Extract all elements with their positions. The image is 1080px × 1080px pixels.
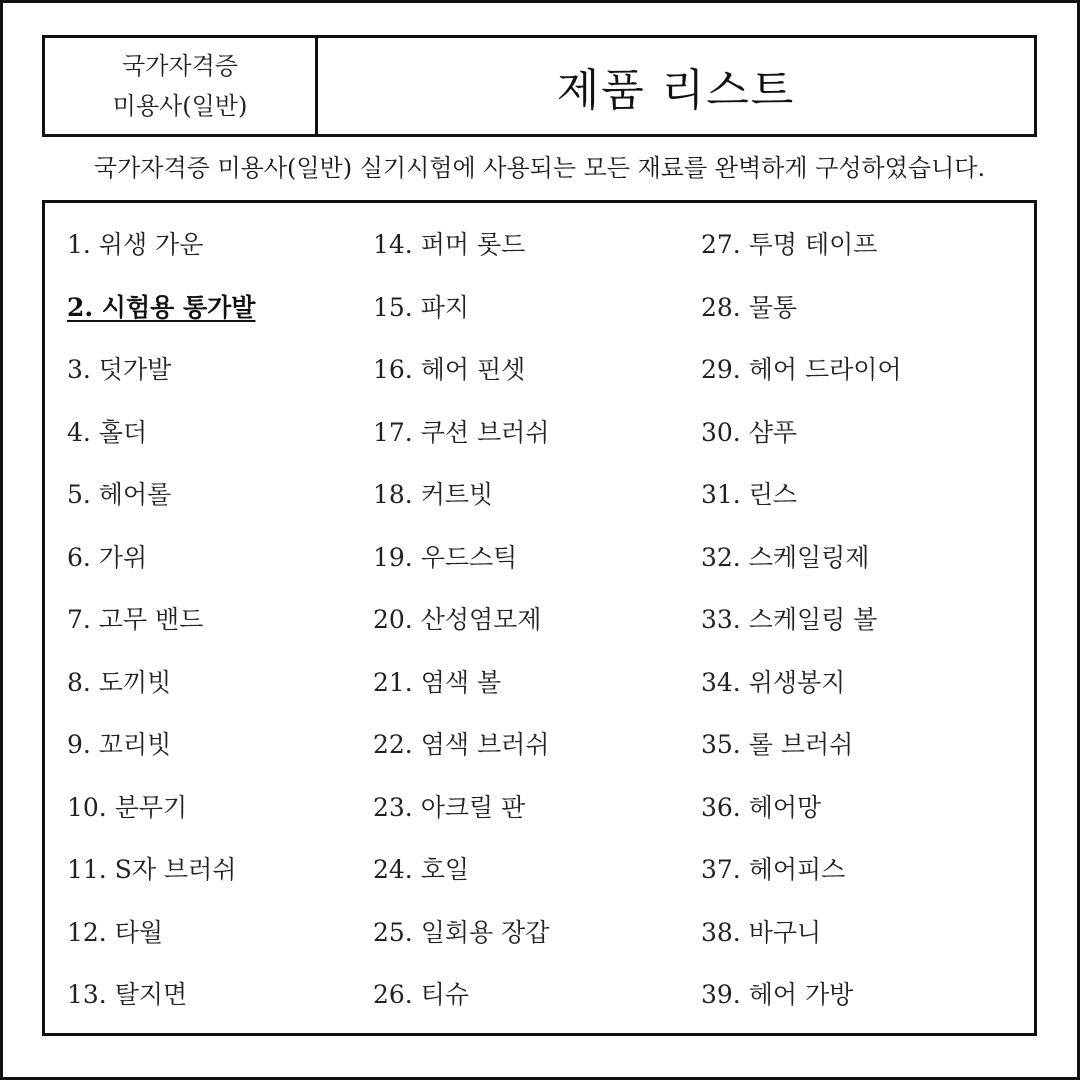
product-list-item: 1. 위생 가운: [67, 230, 204, 259]
product-list-item: 26. 티슈: [373, 980, 470, 1009]
product-list-item: 11. S자 브러쉬: [67, 855, 237, 884]
product-list-item: 24. 호일: [373, 855, 470, 884]
product-list-item: 33. 스케일링 볼: [701, 605, 878, 634]
product-list-item: 23. 아크릴 판: [373, 792, 526, 822]
product-list-item: 19. 우드스틱: [373, 542, 518, 572]
product-list-item: 36. 헤어망: [701, 792, 822, 822]
product-list-item: 13. 탈지면: [67, 980, 188, 1009]
product-list-item: 35. 롤 브러쉬: [701, 730, 854, 759]
product-list-item: 27. 투명 테이프: [701, 230, 878, 259]
product-list-item: 25. 일회용 장갑: [373, 917, 550, 947]
header-table: [42, 35, 1037, 137]
certificate-label-line2: 미용사(일반): [112, 92, 248, 120]
certificate-label: [45, 38, 318, 134]
product-list-item: 3. 덧가발: [67, 355, 172, 384]
page-title: 제품 리스트: [556, 65, 796, 116]
product-list-item: 16. 헤어 핀셋: [373, 355, 526, 384]
product-list-item: 7. 고무 밴드: [67, 605, 204, 634]
description-text: 국가자격증 미용사(일반) 실기시험에 사용되는 모든 재료를 완벽하게 구성하였습니다.: [93, 154, 986, 182]
product-list-item: 29. 헤어 드라이어: [701, 355, 902, 384]
product-list-item: 18. 커트빗: [373, 480, 494, 509]
product-list-item: 12. 타월: [67, 917, 164, 947]
product-list-item: 8. 도끼빗: [67, 667, 172, 697]
product-list-item: 2. 시험용 통가발: [67, 292, 256, 322]
product-list-item: 10. 분무기: [67, 792, 188, 822]
product-list-item: 15. 파지: [373, 292, 470, 322]
product-list-item: 17. 쿠션 브러쉬: [373, 417, 550, 447]
certificate-label-line1: 국가자격증: [122, 52, 238, 80]
product-list-item: 20. 산성염모제: [373, 605, 542, 634]
product-list-item: 30. 샴푸: [701, 417, 798, 447]
product-list-item: 38. 바구니: [701, 917, 822, 947]
product-list-item: 5. 헤어롤: [67, 480, 172, 509]
product-list-item: 4. 홀더: [67, 417, 148, 447]
product-list-item: 31. 린스: [701, 480, 798, 509]
product-list-item: 9. 꼬리빗: [67, 730, 172, 759]
product-list: [42, 200, 1037, 1036]
product-list-item: 32. 스케일링제: [701, 542, 870, 572]
product-list-item: 22. 염색 브러쉬: [373, 730, 550, 759]
product-list-item: 37. 헤어피스: [701, 855, 846, 884]
product-list-item: 6. 가위: [67, 542, 148, 572]
product-list-item: 21. 염색 볼: [373, 667, 502, 697]
product-list-item: 14. 퍼머 롯드: [373, 230, 526, 259]
product-list-item: 39. 헤어 가방: [701, 980, 854, 1009]
product-list-item: 28. 물통: [701, 292, 798, 322]
product-list-item: 34. 위생봉지: [701, 667, 846, 697]
